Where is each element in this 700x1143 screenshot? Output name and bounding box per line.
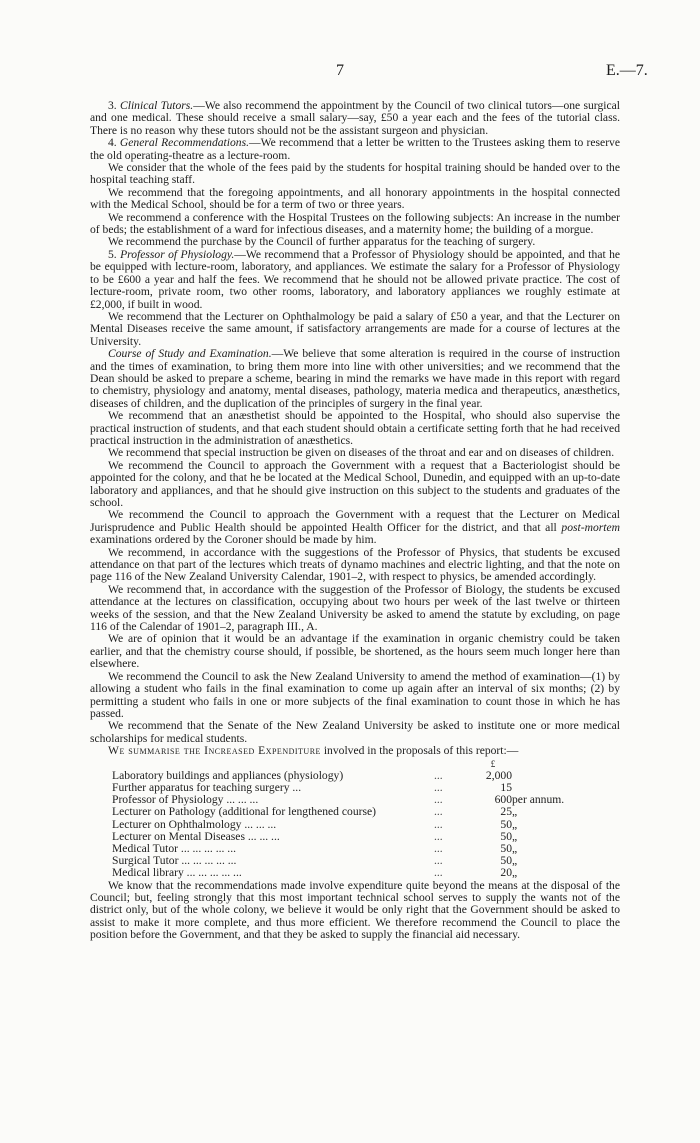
paragraph-text: We recommend the purchase by the Council of further apparatus for the teaching of surgery. [108, 235, 536, 249]
body-paragraph [90, 348, 620, 410]
italic-term: post-mortem [561, 520, 620, 534]
paragraph-text-tail: examinations ordered by the Coroner should be made by him. [90, 533, 377, 547]
paragraph-text: We recommend the Council to approach the Government with a request that the Lecturer on Medical Jurisprudence and Public Health should be appointed Health Officer for the district, and that all [90, 508, 620, 534]
paragraph-text: We recommend the Council to ask the New Zealand University to amend the method of examination—(1) by allowing a student who fails in the final examination to come up again after an interval of six months; (2) by permitting a student who fails in one or more subjects of the final examination to count those in which he has passed. [90, 669, 620, 720]
leader-dots: ... [434, 793, 443, 807]
expenditure-amount: 50 [500, 817, 512, 831]
expenditure-row [112, 819, 564, 831]
paragraph-text: We recommend a conference with the Hospital Trustees on the following subjects: An increase in the number of beds; the establishment of a ward for infectious diseases, and a maternity home; the building of a morgue. [90, 210, 620, 237]
expenditure-item: Medical Tutor ... ... ... ... ... [112, 841, 236, 855]
expenditure-item: Further apparatus for teaching surgery ... [112, 780, 302, 794]
closing-paragraph: We know that the recommendations made involve expenditure quite beyond the means at the disposal of the Council; but, feeling strongly that this most important technical school serves to supply the wants not of the district only, but of the whole colony, we believe it would be only right that the Government should be asked to assist to make it more complete, and thus more efficient. We therefore recommend the Council to place the position before the Government, and that they be asked to supply the financial aid necessary. [90, 878, 620, 942]
expenditure-amount: 50 [500, 829, 512, 843]
paragraph-number: 5. [108, 247, 121, 261]
leader-dots: ... [434, 829, 443, 843]
document-body [90, 100, 620, 942]
body-paragraph [90, 633, 620, 670]
summary-intro [90, 745, 620, 757]
expenditure-note: „ [512, 841, 518, 855]
currency-symbol: £ [490, 758, 496, 769]
expenditure-item: Laboratory buildings and appliances (physiology) [112, 768, 344, 782]
paragraph-heading: Clinical Tutors. [120, 99, 194, 112]
expenditure-amount: 20 [500, 866, 512, 880]
body-paragraph [90, 509, 620, 546]
paragraph-text: We recommend that, in accordance with the suggestion of the Professor of Biology, the students be excused attendance at the lectures on classification, occupying about two hours per week of the last twelve or thirteen weeks of the session, and that the New Zealand University be asked to amend the statute by excluding, on page 116 of the Calendar of 1901–2, paragraph III., A. [90, 582, 620, 634]
paragraph-text: We recommend that an anæsthetist should be appointed to the Hospital, who should also supervise the practical instruction of students, and that each student should obtain a certificate setting forth that he had received practical instruction in the administration of anæsthetics. [90, 409, 620, 447]
expenditure-item: Surgical Tutor ... ... ... ... ... [112, 854, 237, 868]
expenditure-note: „ [512, 805, 518, 819]
paragraph-text: We recommend that the foregoing appointments, and all honorary appointments in the hospital connected with the Medical School, should be for a term of two or three years. [90, 185, 620, 212]
paragraph-heading: Professor of Physiology. [120, 247, 235, 261]
paragraph-text: We recommend that the Senate of the New Zealand University be asked to institute one or more medical scholarships for medical students. [90, 719, 620, 745]
paragraph-text: We recommend that special instruction be given on diseases of the throat and ear and on diseases of children. [108, 446, 615, 460]
body-paragraph [90, 547, 620, 584]
leader-dots: ... [434, 866, 443, 880]
body-paragraph [90, 460, 620, 510]
body-paragraph [90, 720, 620, 745]
expenditure-row [112, 867, 564, 879]
paragraph-text: —We also recommend the appointment by the Council of two clinical tutors—one surgical and one medical. These should receive a small salary—say, £50 a year each and the fees of the tutorial class. There is no reason why these tutors should not be the assistant surgeon and physician. [90, 99, 620, 137]
leader-dots: ... [434, 841, 443, 855]
paragraph-text: We recommend that the Lecturer on Ophthalmology be paid a salary of £50 a year, and that the Lecturer on Mental Diseases receive the same amount, if satisfactory arrangements are made for a course of lectures at the University. [90, 309, 620, 348]
body-paragraph [90, 311, 620, 348]
expenditure-item: Lecturer on Pathology (additional for lengthened course) [112, 805, 376, 819]
document-reference: E.—7. [606, 62, 648, 79]
expenditure-amount: 50 [500, 854, 512, 868]
paragraph-text: We consider that the whole of the fees paid by the students for hospital training should be handed over to the hospital teaching staff. [90, 161, 620, 187]
expenditure-amount: 600 [494, 793, 512, 807]
body-paragraph [90, 100, 620, 137]
paragraph-list [90, 100, 620, 745]
leader-dots: ... [434, 805, 443, 819]
body-paragraph [90, 187, 620, 212]
expenditure-table [112, 758, 564, 880]
paragraph-text: We recommend, in accordance with the suggestions of the Professor of Physics, that students be excused attendance on that part of the lectures which treats of dynamo machines and electric lighting, and that the note on page 116 of the New Zealand University Calendar, 1901–2, with respect to physics, be amended accordingly. [90, 545, 620, 584]
expenditure-note [512, 770, 564, 782]
paragraph-heading: Course of Study and Examination. [108, 347, 272, 361]
leader-dots: ... [434, 780, 443, 794]
expenditure-amount: 25 [500, 805, 512, 819]
paragraph-text: —We recommend that a Professor of Physiology should be appointed, and that he be equipped with lecture-room, laboratory, and appliances. We estimate the salary for a Professor of Physiology to be £600 a year and half the fees. We recommend that he should not be allowed private practice. The cost of lecture-room, private room, two other rooms, laboratory, and laboratory appliances we roughly estimate at £2,000, if built in wood. [90, 247, 621, 311]
body-paragraph [90, 410, 620, 447]
expenditure-amount: 50 [500, 841, 512, 855]
leader-dots: ... [434, 817, 443, 831]
body-paragraph [90, 137, 620, 162]
expenditure-item: Professor of Physiology ... ... ... [112, 793, 259, 807]
summary-intro-text: involved in the proposals of this report:— [320, 744, 519, 758]
paragraph-text: —We recommend that a letter be written to the Trustees asking them to reserve the old operating-theatre as a lecture-room. [90, 136, 620, 162]
paragraph-text: We recommend the Council to approach the Government with a request that a Bacteriologist should be appointed for the colony, and that he be located at the Medical School, Dunedin, and equipped with an up-to-date laboratory and appliances, and that he should give instruction on this subject to the students and graduates of the school. [90, 458, 620, 509]
page-number: 7 [336, 62, 344, 79]
body-paragraph [90, 249, 620, 311]
expenditure-item: Medical library ... ... ... ... ... [112, 866, 242, 880]
leader-dots: ... [434, 854, 443, 868]
expenditure-note: „ [512, 829, 518, 843]
expenditure-note: „ [512, 817, 518, 831]
paragraph-number: 4. [108, 136, 120, 150]
expenditure-amount: 15 [500, 780, 512, 794]
expenditure-row [112, 806, 564, 818]
leader-dots: ... [434, 768, 443, 782]
expenditure-note: „ [512, 866, 518, 880]
page-header [0, 62, 700, 82]
body-paragraph [90, 212, 620, 237]
paragraph-text: We are of opinion that it would be an advantage if the examination in organic chemistry could be taken earlier, and that the chemistry course should, if possible, be shortened, as the hours seem much longer here than elsewhere. [90, 632, 620, 671]
body-paragraph [90, 584, 620, 634]
body-paragraph [90, 162, 620, 187]
currency-row [112, 758, 564, 770]
summary-caps: We summarise the Increased Expenditure [108, 744, 321, 758]
body-paragraph [90, 671, 620, 721]
paragraph-number: 3. [108, 99, 120, 112]
expenditure-item: Lecturer on Mental Diseases ... ... ... [112, 829, 280, 843]
expenditure-item: Lecturer on Ophthalmology ... ... ... [112, 817, 277, 831]
expenditure-amount: 2,000 [485, 768, 512, 782]
expenditure-note: per annum. [512, 793, 565, 807]
paragraph-heading: General Recommendations. [119, 136, 249, 150]
expenditure-note: „ [512, 854, 518, 868]
paragraph-text: —We believe that some alteration is required in the course of instruction and the times of examination, to bring them more into line with other universities; and we recommend that the Dean should be asked to prepare a scheme, bearing in mind the remarks we have made in this report with regard to chemistry, physiology and anatomy, mental diseases, pathology, materia medica and therapeutics, anæsthetics, diseases of children, and the duplication of the principles of surgery in the final year. [90, 347, 620, 410]
